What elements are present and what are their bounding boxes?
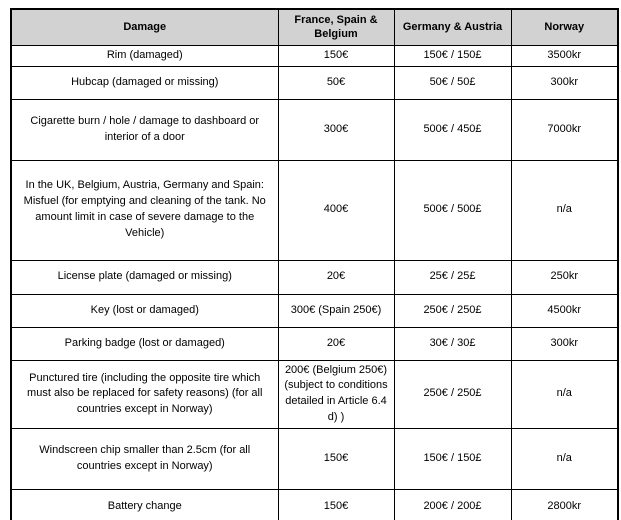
norway-cell: 2800kr [511, 490, 618, 520]
france-spain-belgium-cell: 200€ (Belgium 250€) (subject to conditions detailed in Article 6.4 d) ) [278, 360, 394, 429]
damage-cell: Windscreen chip smaller than 2.5cm (for all countries except in Norway) [11, 429, 278, 490]
france-spain-belgium-cell: 150€ [278, 490, 394, 520]
germany-austria-cell: 30€ / 30£ [394, 327, 511, 360]
damage-cell: Punctured tire (including the opposite tire which must also be replaced for safety reasons) (for all countries except in Norway) [11, 360, 278, 429]
table-row-battery-change [11, 490, 618, 520]
france-spain-belgium-cell: 150€ [278, 429, 394, 490]
damage-cell: Cigarette burn / hole / damage to dashboard or interior of a door [11, 99, 278, 160]
table-row-cigarette-burn [11, 99, 618, 160]
column-header-norway: Norway [511, 9, 618, 45]
germany-austria-cell: 200€ / 200£ [394, 490, 511, 520]
column-header-germany-austria: Germany & Austria [394, 9, 511, 45]
germany-austria-cell: 500€ / 500£ [394, 160, 511, 260]
norway-cell: 300kr [511, 66, 618, 99]
norway-cell: 7000kr [511, 99, 618, 160]
table-row-misfuel [11, 160, 618, 260]
france-spain-belgium-cell: 20€ [278, 260, 394, 294]
norway-cell: 250kr [511, 260, 618, 294]
table-row-punctured-tire [11, 360, 618, 429]
table-row-windscreen-chip [11, 429, 618, 490]
germany-austria-cell: 25€ / 25£ [394, 260, 511, 294]
table-row-hubcap [11, 66, 618, 99]
france-spain-belgium-cell: 400€ [278, 160, 394, 260]
table-row-key [11, 294, 618, 327]
header-row [11, 9, 618, 45]
damage-cell: License plate (damaged or missing) [11, 260, 278, 294]
germany-austria-cell: 250€ / 250£ [394, 360, 511, 429]
germany-austria-cell: 150€ / 150£ [394, 429, 511, 490]
france-spain-belgium-cell: 150€ [278, 45, 394, 66]
norway-cell: 3500kr [511, 45, 618, 66]
damage-fee-table [10, 8, 619, 520]
table-row-rim [11, 45, 618, 66]
france-spain-belgium-cell: 20€ [278, 327, 394, 360]
france-spain-belgium-cell: 300€ (Spain 250€) [278, 294, 394, 327]
norway-cell: 4500kr [511, 294, 618, 327]
germany-austria-cell: 150€ / 150£ [394, 45, 511, 66]
damage-cell: Hubcap (damaged or missing) [11, 66, 278, 99]
column-header-france-spain-belgium: France, Spain & Belgium [278, 9, 394, 45]
france-spain-belgium-cell: 50€ [278, 66, 394, 99]
damage-cell: Battery change [11, 490, 278, 520]
france-spain-belgium-cell: 300€ [278, 99, 394, 160]
column-header-damage: Damage [11, 9, 278, 45]
table-row-license-plate [11, 260, 618, 294]
norway-cell: 300kr [511, 327, 618, 360]
norway-cell: n/a [511, 360, 618, 429]
norway-cell: n/a [511, 160, 618, 260]
damage-cell: In the UK, Belgium, Austria, Germany and Spain: Misfuel (for emptying and cleaning of the tank. No amount limit in case of severe damage to the Vehicle) [11, 160, 278, 260]
germany-austria-cell: 50€ / 50£ [394, 66, 511, 99]
damage-cell: Rim (damaged) [11, 45, 278, 66]
norway-cell: n/a [511, 429, 618, 490]
germany-austria-cell: 500€ / 450£ [394, 99, 511, 160]
damage-cell: Parking badge (lost or damaged) [11, 327, 278, 360]
germany-austria-cell: 250€ / 250£ [394, 294, 511, 327]
table-row-parking-badge [11, 327, 618, 360]
damage-cell: Key (lost or damaged) [11, 294, 278, 327]
